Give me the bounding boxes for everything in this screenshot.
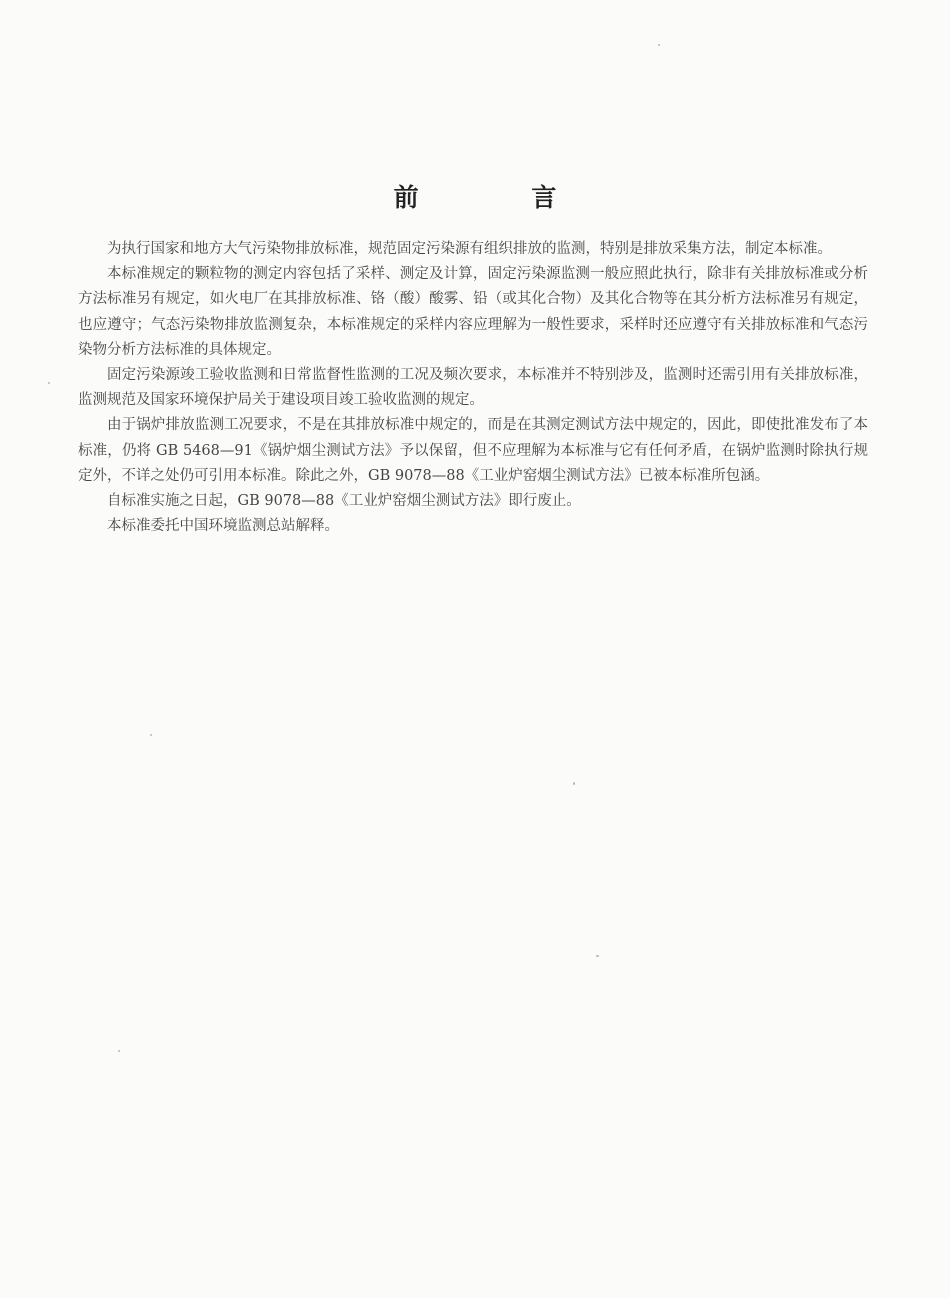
paragraph-3: 固定污染源竣工验收监测和日常监督性监测的工况及频次要求，本标准并不特别涉及，监测时还需引用有关排放标准，监测规范及国家环境保护局关于建设项目竣工验收监测的规定。	[78, 367, 868, 409]
paragraph-1: 为执行国家和地方大气污染物排放标准，规范固定污染源有组织排放的监测，特别是排放采集方法，制定本标准。	[107, 241, 832, 257]
paragraph-6: 本标准委托中国环境监测总站解释。	[107, 518, 339, 535]
scan-speck	[658, 44, 660, 46]
body-text	[78, 237, 868, 539]
scan-speck	[596, 955, 599, 957]
page-title: 前 言	[393, 183, 609, 212]
scan-speck	[573, 782, 575, 785]
scan-speck	[48, 382, 50, 384]
scan-speck	[150, 734, 152, 736]
scan-speck	[118, 1050, 120, 1052]
paragraph-5: 自标准实施之日起，GB 9078—88《工业炉窑烟尘测试方法》即行废止。	[107, 493, 581, 510]
paragraph-4: 由于锅炉排放监测工况要求，不是在其排放标准中规定的，而是在其测定测试方法中规定的，因此，即使批准发布了本标准，仍将 GB 5468—91《锅炉烟尘测试方法》予以保留，但不应理解为本标准与它有任何矛盾，在锅炉监测时除执行规定外，不详之处仍可引用本标准。除此之外，GB 9078—88《工业炉窑烟尘测试方法》已被本标准所包涵。	[78, 417, 868, 484]
paragraph-2: 本标准规定的颗粒物的测定内容包括了采样、测定及计算，固定污染源监测一般应照此执行，除非有关排放标准或分析方法标准另有规定，如火电厂在其排放标准、铬（酸）酸雾、铅（或其化合物）及其化合物等在其分析方法标准另有规定，也应遵守；气态污染物排放监测复杂，本标准规定的采样内容应理解为一般性要求，采样时还应遵守有关排放标准和气态污染物分析方法标准的具体规定。	[78, 266, 868, 358]
